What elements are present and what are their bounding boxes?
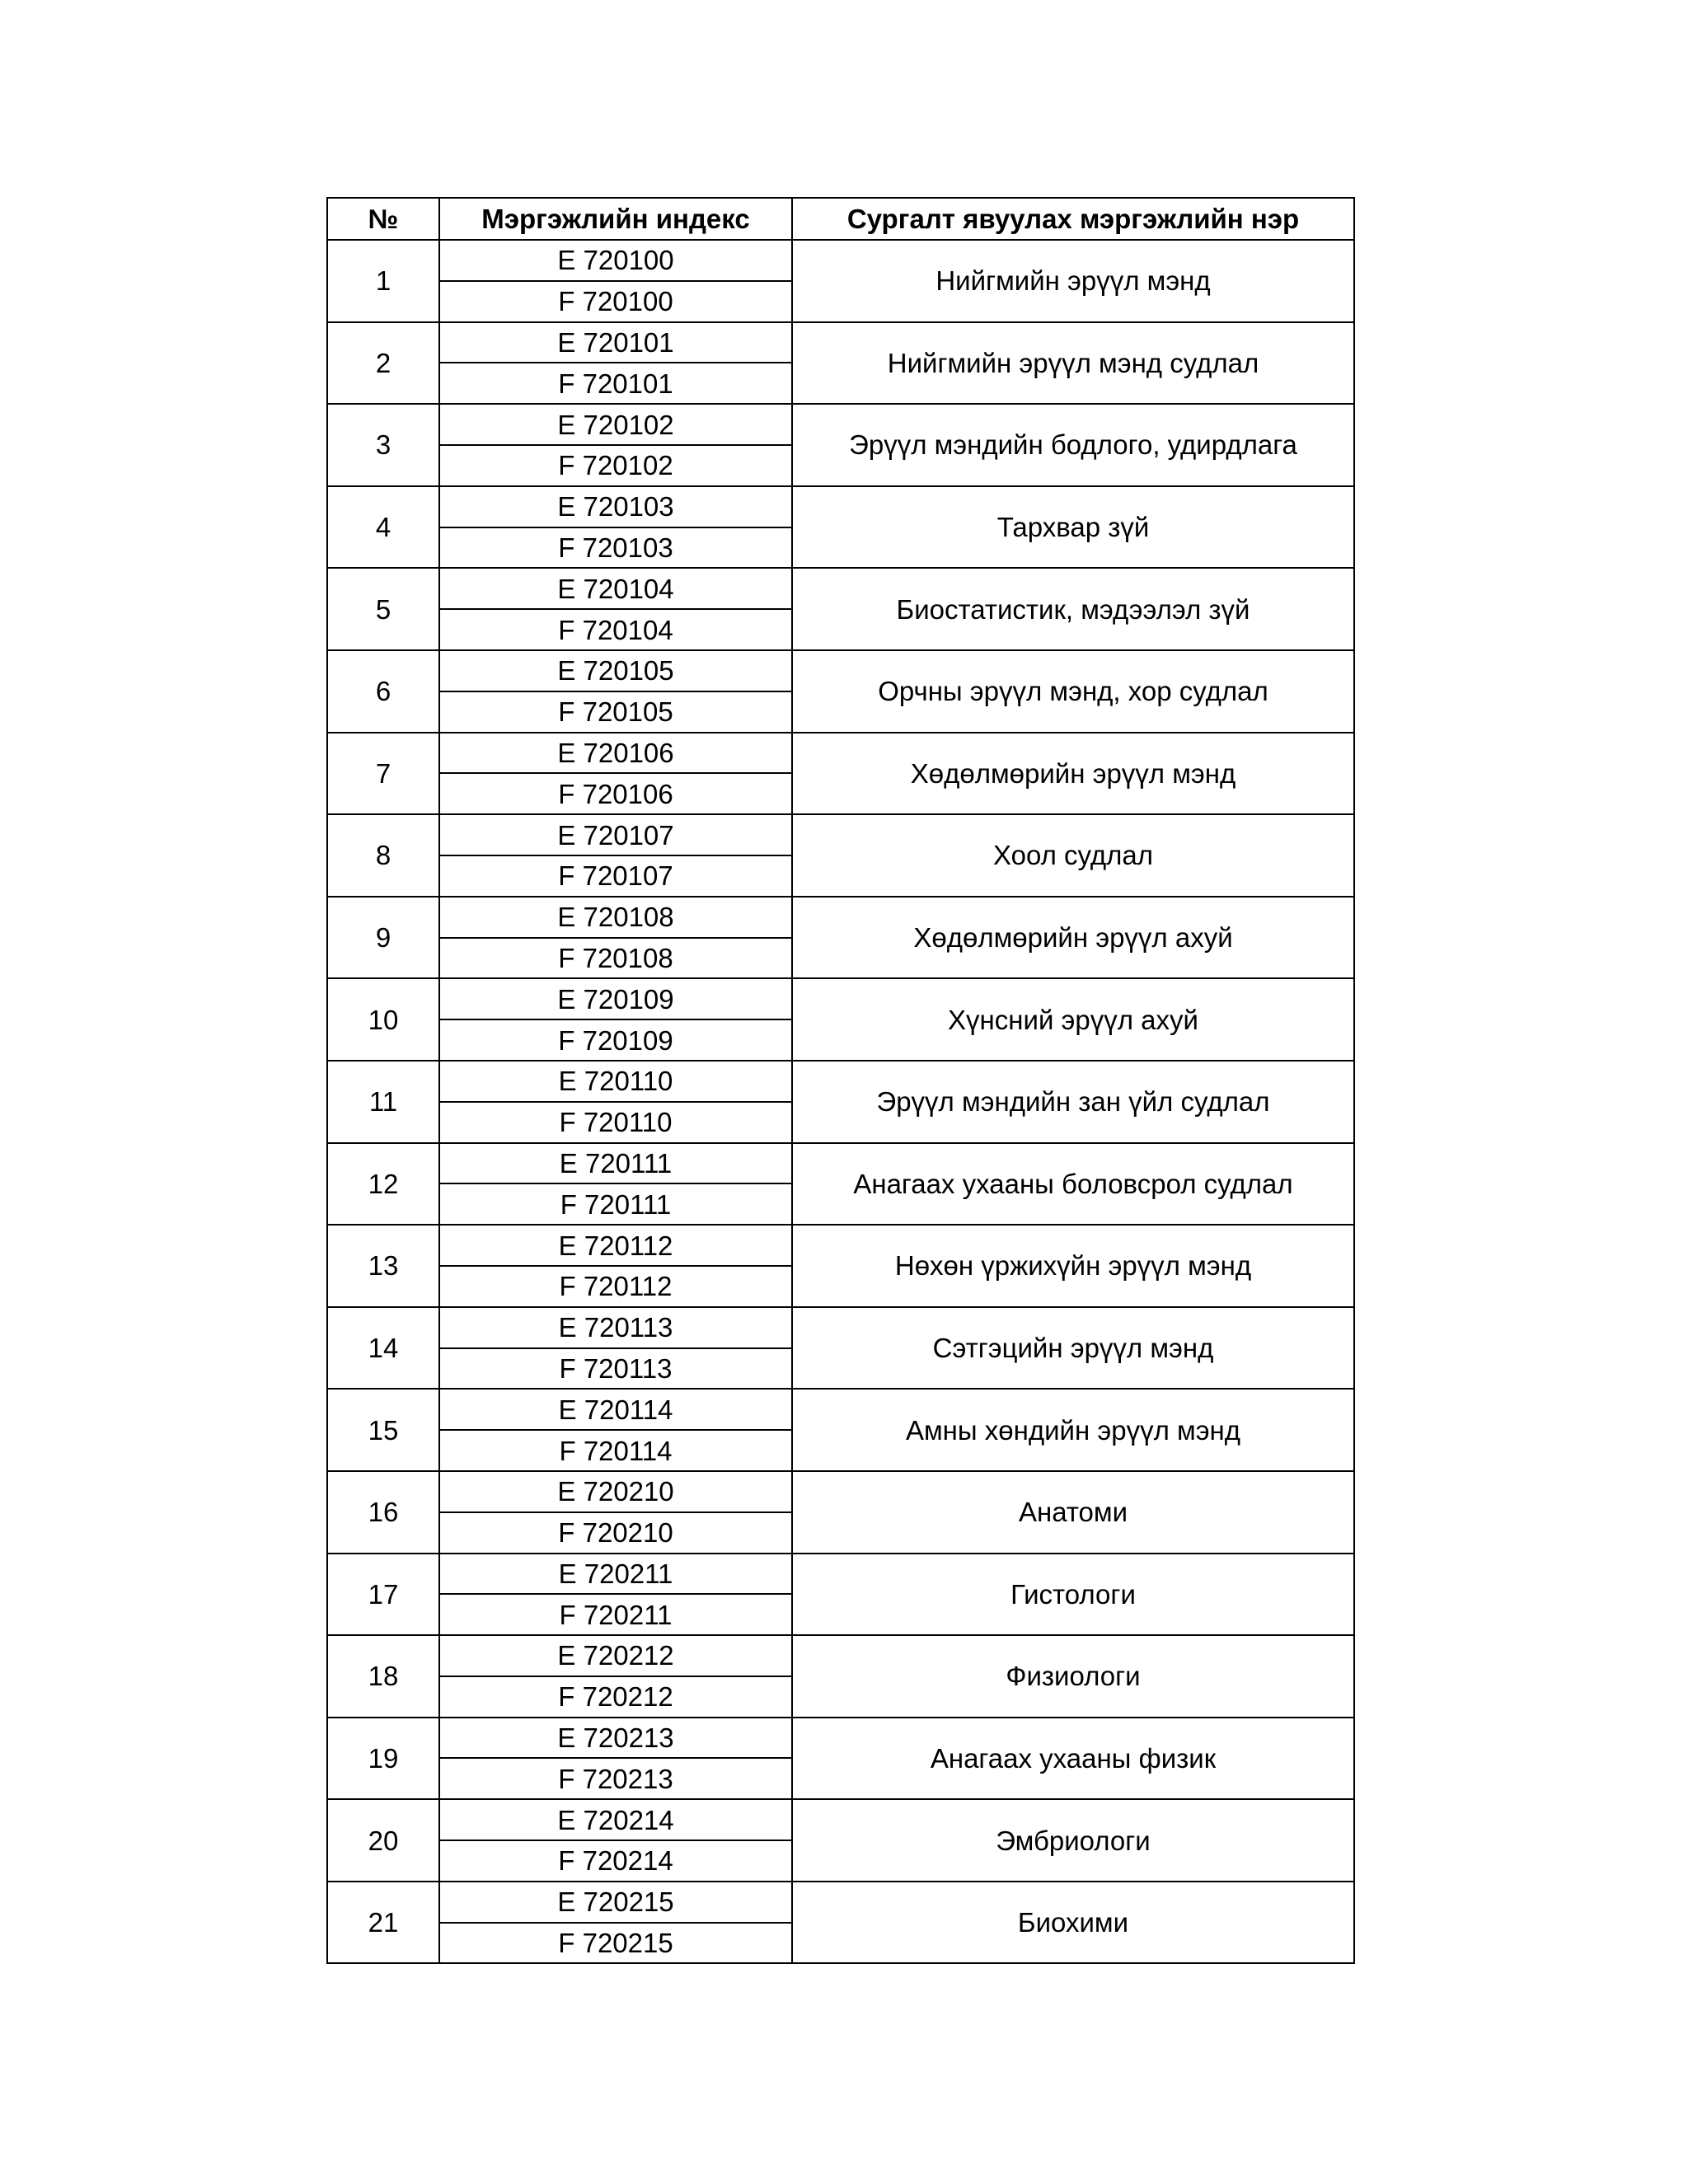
specialty-index-f: F 720211: [439, 1594, 792, 1635]
specialty-index-e: E 720213: [439, 1718, 792, 1759]
specialty-index-f: F 720212: [439, 1676, 792, 1718]
table-row: [327, 650, 1354, 691]
specialty-index-e: E 720215: [439, 1882, 792, 1923]
row-number: 2: [327, 322, 439, 405]
specialty-index-e: E 720104: [439, 568, 792, 609]
specialty-name: Тархвар зүй: [792, 486, 1354, 569]
row-number: 11: [327, 1061, 439, 1143]
specialty-name: Эмбриологи: [792, 1799, 1354, 1882]
specialty-index-e: E 720106: [439, 733, 792, 774]
specialty-name: Хөдөлмөрийн эрүүл ахуй: [792, 897, 1354, 979]
specialty-index-f: F 720108: [439, 938, 792, 979]
header-number: №: [327, 198, 439, 240]
table-row: [327, 486, 1354, 527]
table-row: [327, 1882, 1354, 1923]
row-number: 16: [327, 1471, 439, 1554]
specialty-index-e: E 720111: [439, 1143, 792, 1184]
specialty-name: Нөхөн үржихүйн эрүүл мэнд: [792, 1225, 1354, 1307]
table-row: [327, 240, 1354, 281]
row-number: 21: [327, 1882, 439, 1964]
specialty-name: Эрүүл мэндийн зан үйл судлал: [792, 1061, 1354, 1143]
row-number: 18: [327, 1635, 439, 1718]
header-specialty-index: Мэргэжлийн индекс: [439, 198, 792, 240]
table-row: [327, 568, 1354, 609]
table-row: [327, 1225, 1354, 1266]
table-row: [327, 1389, 1354, 1430]
specialty-index-e: E 720112: [439, 1225, 792, 1266]
row-number: 6: [327, 650, 439, 733]
specialty-index-f: F 720111: [439, 1183, 792, 1225]
specialty-index-f: F 720110: [439, 1102, 792, 1143]
specialty-name: Нийгмийн эрүүл мэнд: [792, 240, 1354, 322]
specialty-name: Гистологи: [792, 1554, 1354, 1636]
row-number: 1: [327, 240, 439, 322]
row-number: 9: [327, 897, 439, 979]
row-number: 15: [327, 1389, 439, 1471]
specialty-index-f: F 720112: [439, 1266, 792, 1307]
specialty-name: Анагаах ухааны боловсрол судлал: [792, 1143, 1354, 1226]
table-row: [327, 1061, 1354, 1102]
row-number: 8: [327, 814, 439, 897]
specialty-index-f: F 720104: [439, 609, 792, 650]
table-row: [327, 978, 1354, 1019]
specialty-index-f: F 720210: [439, 1512, 792, 1554]
specialty-name: Орчны эрүүл мэнд, хор судлал: [792, 650, 1354, 733]
specialty-index-f: F 720213: [439, 1758, 792, 1799]
specialty-name: Анагаах ухааны физик: [792, 1718, 1354, 1800]
specialty-name: Анатоми: [792, 1471, 1354, 1554]
table-row: [327, 897, 1354, 938]
row-number: 4: [327, 486, 439, 569]
table-row: [327, 1143, 1354, 1184]
specialty-index-e: E 720211: [439, 1554, 792, 1595]
specialty-index-e: E 720103: [439, 486, 792, 527]
specialty-name: Биостатистик, мэдээлэл зүй: [792, 568, 1354, 650]
specialty-index-e: E 720114: [439, 1389, 792, 1430]
specialty-name: Хүнсний эрүүл ахуй: [792, 978, 1354, 1061]
specialty-index-e: E 720110: [439, 1061, 792, 1102]
specialty-name: Биохими: [792, 1882, 1354, 1964]
specialty-index-f: F 720107: [439, 855, 792, 897]
specialty-index-e: E 720105: [439, 650, 792, 691]
specialty-index-f: F 720101: [439, 363, 792, 404]
specialty-name: Амны хөндийн эрүүл мэнд: [792, 1389, 1354, 1471]
table-row: [327, 1307, 1354, 1348]
specialty-index-f: F 720105: [439, 691, 792, 733]
specialty-index-e: E 720102: [439, 404, 792, 445]
table-row: [327, 1471, 1354, 1512]
row-number: 19: [327, 1718, 439, 1800]
table-row: [327, 814, 1354, 855]
table-row: [327, 404, 1354, 445]
specialty-index-f: F 720215: [439, 1923, 792, 1964]
table-row: [327, 1635, 1354, 1676]
specialty-index-table: [326, 197, 1355, 1964]
row-number: 12: [327, 1143, 439, 1226]
specialty-index-f: F 720100: [439, 281, 792, 322]
specialty-index-f: F 720102: [439, 445, 792, 486]
row-number: 7: [327, 733, 439, 815]
specialty-name: Нийгмийн эрүүл мэнд судлал: [792, 322, 1354, 405]
specialty-index-e: E 720100: [439, 240, 792, 281]
specialty-index-e: E 720101: [439, 322, 792, 363]
table-header-row: [327, 198, 1354, 240]
specialty-name: Сэтгэцийн эрүүл мэнд: [792, 1307, 1354, 1390]
specialty-index-f: F 720109: [439, 1019, 792, 1061]
specialty-index-e: E 720109: [439, 978, 792, 1019]
specialty-index-e: E 720214: [439, 1799, 792, 1840]
table-body: [327, 240, 1354, 1963]
specialty-index-f: F 720113: [439, 1348, 792, 1390]
specialty-index-e: E 720107: [439, 814, 792, 855]
specialty-name: Хөдөлмөрийн эрүүл мэнд: [792, 733, 1354, 815]
specialty-name: Эрүүл мэндийн бодлого, удирдлага: [792, 404, 1354, 486]
specialty-index-f: F 720106: [439, 773, 792, 814]
specialty-index-f: F 720114: [439, 1430, 792, 1471]
row-number: 5: [327, 568, 439, 650]
row-number: 10: [327, 978, 439, 1061]
table-row: [327, 322, 1354, 363]
specialty-index-e: E 720113: [439, 1307, 792, 1348]
table-row: [327, 1799, 1354, 1840]
row-number: 14: [327, 1307, 439, 1390]
specialty-index-f: F 720103: [439, 527, 792, 569]
specialty-name: Хоол судлал: [792, 814, 1354, 897]
specialty-name: Физиологи: [792, 1635, 1354, 1718]
table-row: [327, 1554, 1354, 1595]
specialty-index-e: E 720212: [439, 1635, 792, 1676]
table-row: [327, 1718, 1354, 1759]
specialty-index-f: F 720214: [439, 1840, 792, 1882]
row-number: 17: [327, 1554, 439, 1636]
specialty-index-e: E 720108: [439, 897, 792, 938]
header-specialty-name: Сургалт явуулах мэргэжлийн нэр: [792, 198, 1354, 240]
table-row: [327, 733, 1354, 774]
specialty-index-e: E 720210: [439, 1471, 792, 1512]
row-number: 13: [327, 1225, 439, 1307]
row-number: 3: [327, 404, 439, 486]
row-number: 20: [327, 1799, 439, 1882]
